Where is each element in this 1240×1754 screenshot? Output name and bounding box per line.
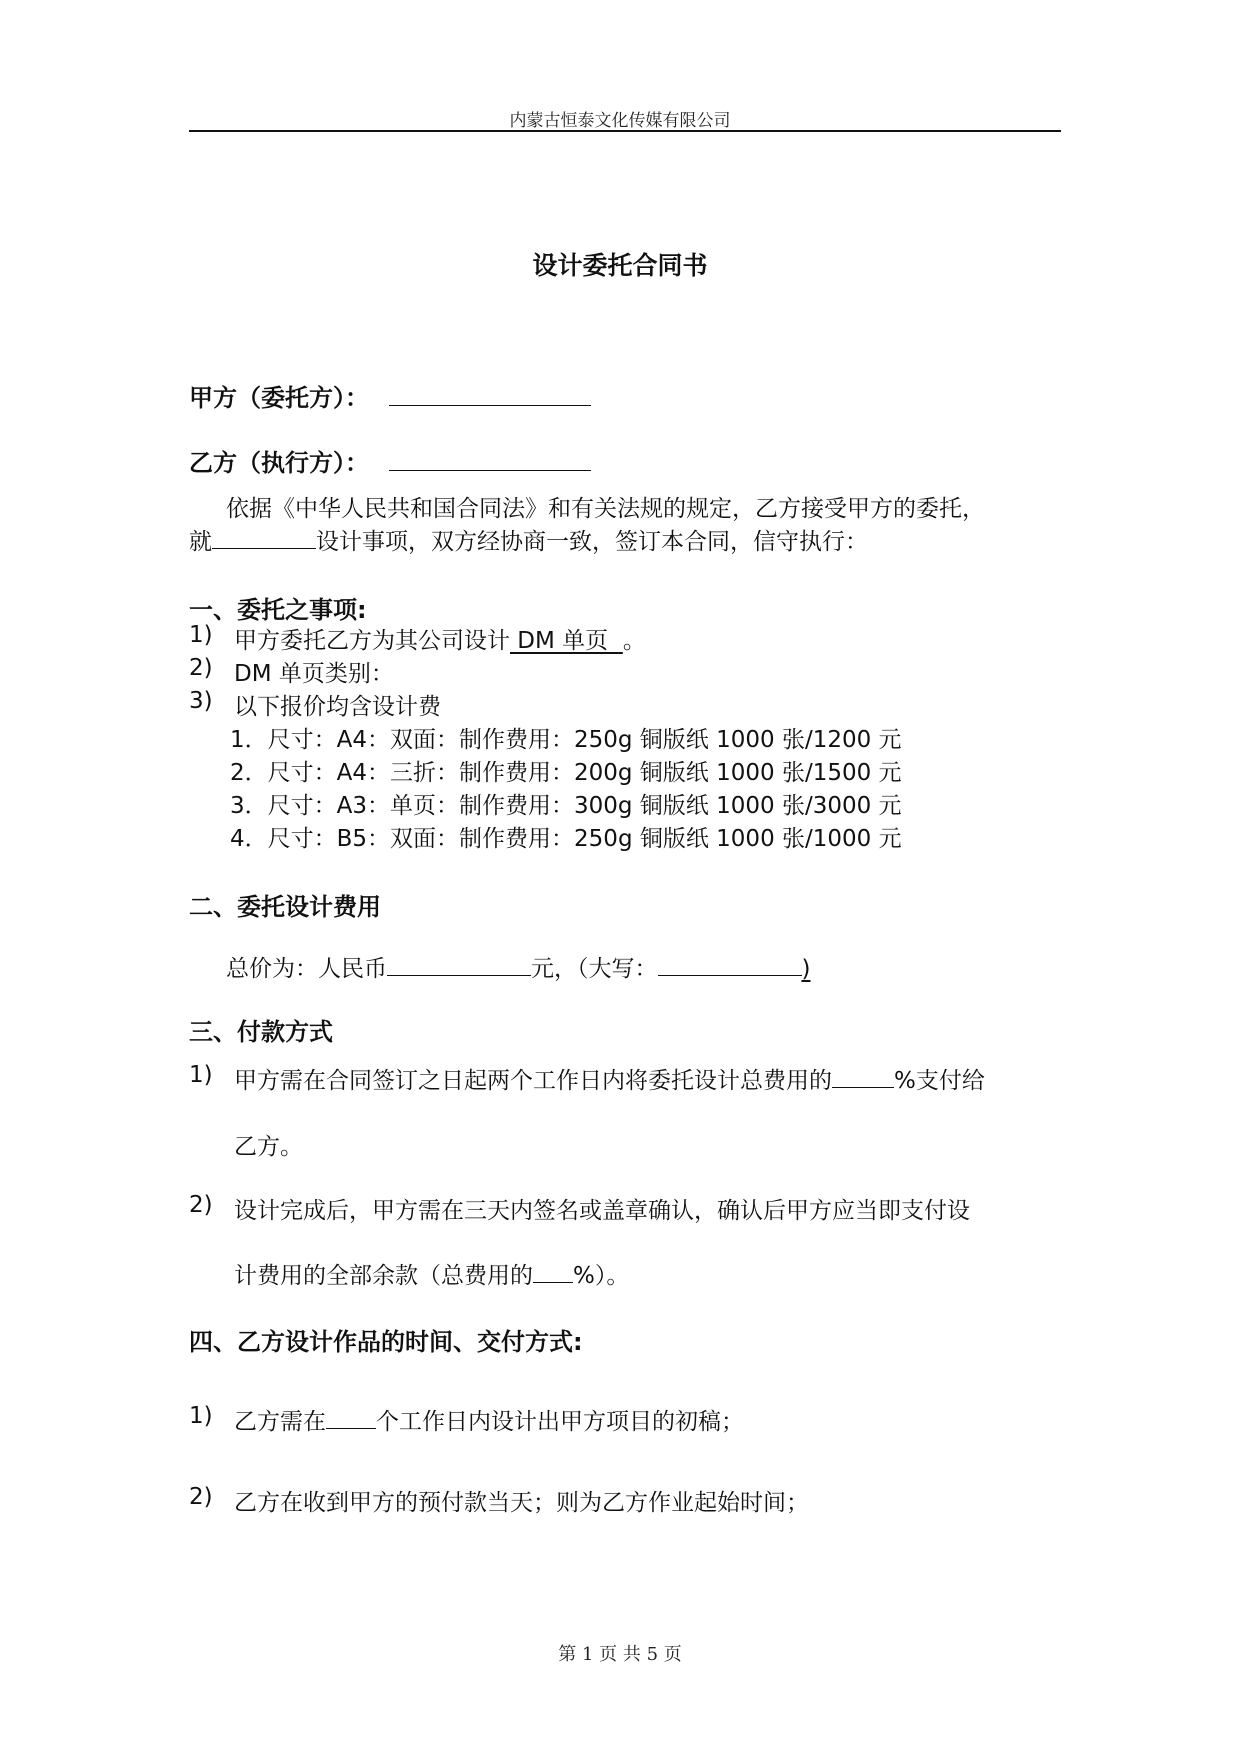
- page-number-footer: 第 1 页 共 5 页: [558, 1644, 682, 1665]
- total-price-line: [226, 950, 810, 983]
- party-a-label: 甲方（委托方）：: [189, 384, 369, 412]
- section-2-heading: 二、委托设计费用: [189, 893, 381, 921]
- s1-item-3-text: 以下报价均含设计费: [234, 694, 441, 720]
- price-line: 2．尺寸：A4：三折：制作费用：200g 铜版纸 1000 张/1500 元: [230, 760, 902, 786]
- intro-line-1: 依据《中华人民共和国合同法》和有关法规的规定，乙方接受甲方的委托，: [226, 496, 985, 522]
- page-header-company: 内蒙古恒泰文化传媒有限公司: [509, 111, 731, 131]
- s4-item-2-text: 乙方在收到甲方的预付款当天；则为乙方作业起始时间；: [234, 1490, 809, 1516]
- s1-item-1-suffix: 。: [622, 628, 646, 654]
- s1-item-1-underlined: DM 单页: [510, 628, 623, 654]
- s3-item-1-suffix: %支付给: [894, 1068, 985, 1094]
- s3-item-1-prefix: 甲方需在合同签订之日起两个工作日内将委托设计总费用的: [234, 1068, 832, 1094]
- intro-line-2-suffix: 设计事项，双方经协商一致，签订本合同，信守执行：: [316, 529, 868, 555]
- total-price-mid: 元，（大写：: [531, 956, 658, 982]
- price-line: 1．尺寸：A4：双面：制作费用：250g 铜版纸 1000 张/1200 元: [230, 727, 902, 753]
- s1-item-1-prefix: 甲方委托乙方为其公司设计: [234, 628, 510, 654]
- s3-item-2-line-1: 设计完成后，甲方需在三天内签名或盖章确认，确认后甲方应当即支付设: [234, 1198, 970, 1224]
- s4-item-2-num: 2): [189, 1484, 213, 1510]
- s1-item-1-num: 1): [189, 622, 213, 648]
- s4-item-1-num: 1): [189, 1403, 213, 1429]
- s4-item-1-text: [234, 1403, 744, 1436]
- s3-item-2-line-2: [234, 1257, 629, 1290]
- s3-item-1-line-2: 乙方。: [234, 1134, 303, 1160]
- s1-item-3-num: 3): [189, 688, 213, 714]
- header-divider: [189, 130, 1061, 132]
- s4-item-1-prefix: 乙方需在: [234, 1409, 326, 1435]
- s1-item-2-text: DM 单页类别：: [234, 661, 394, 687]
- s3-item-2-num: 2): [189, 1192, 213, 1218]
- balance-percent-blank: [533, 1281, 573, 1283]
- s1-item-2-num: 2): [189, 655, 213, 681]
- total-price-close: ): [801, 956, 811, 982]
- party-b-label: 乙方（执行方）：: [189, 449, 369, 477]
- section-3-heading: 三、付款方式: [189, 1018, 333, 1046]
- total-price-prefix: 总价为：人民币: [226, 956, 387, 982]
- subject-blank: [212, 547, 316, 549]
- percent-blank: [832, 1086, 894, 1088]
- amount-blank: [387, 974, 531, 976]
- s3-item-1-line-1: [234, 1062, 985, 1095]
- amount-words-blank: [658, 974, 802, 976]
- s3-item-2-prefix: 计费用的全部余款（总费用的: [234, 1263, 533, 1289]
- party-a-blank: [389, 405, 591, 406]
- intro-line-2: [189, 523, 868, 556]
- price-line: 4．尺寸：B5：双面：制作费用：250g 铜版纸 1000 张/1000 元: [230, 826, 902, 852]
- party-b-blank: [389, 470, 591, 471]
- section-1-heading: 一、委托之事项:: [189, 596, 367, 624]
- days-blank: [326, 1427, 376, 1429]
- s4-item-1-suffix: 个工作日内设计出甲方项目的初稿；: [376, 1409, 744, 1435]
- s3-item-1-num: 1): [189, 1062, 213, 1088]
- document-title: 设计委托合同书: [532, 251, 708, 280]
- section-4-heading: 四、乙方设计作品的时间、交付方式:: [189, 1328, 583, 1356]
- intro-line-2-prefix: 就: [189, 529, 212, 555]
- price-line: 3．尺寸：A3：单页：制作费用：300g 铜版纸 1000 张/3000 元: [230, 793, 902, 819]
- s1-item-1-text: [234, 622, 646, 655]
- s3-item-2-suffix: %）。: [573, 1263, 630, 1289]
